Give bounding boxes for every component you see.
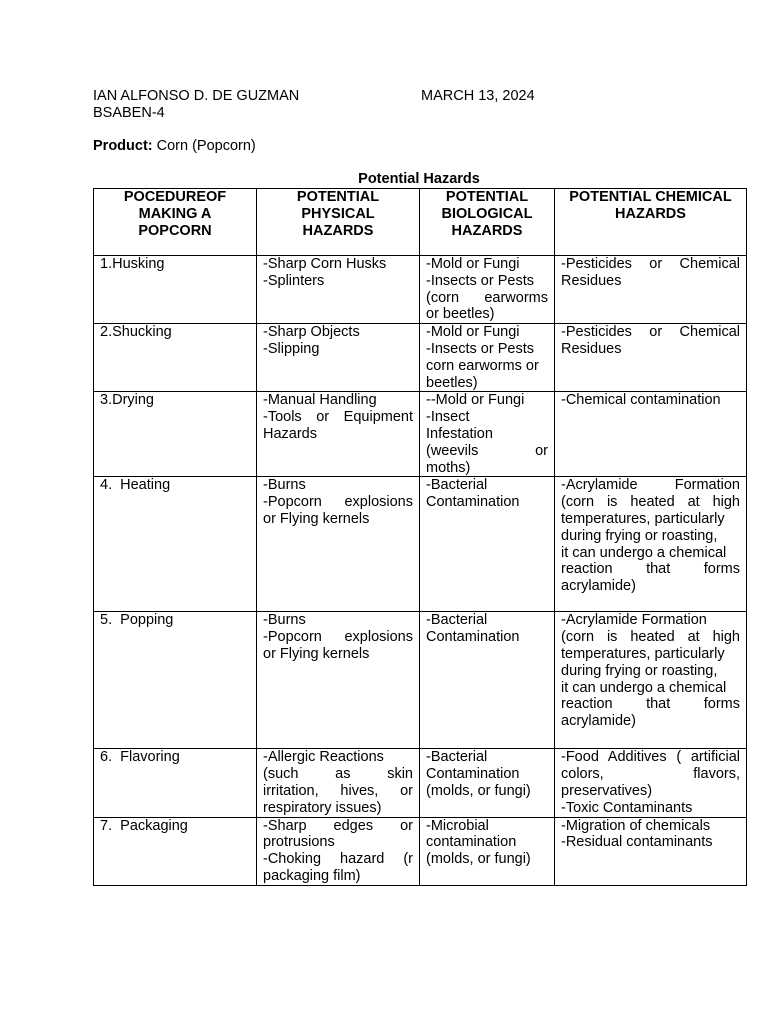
chemical-hazards-cell (555, 817, 747, 885)
chemical-hazards-cell (555, 612, 747, 749)
physical-hazard-line: or Flying kernels (263, 645, 370, 662)
physical-hazards-cell (257, 392, 420, 477)
physical-hazard-line: -Sharp Corn Husks (263, 256, 387, 272)
physical-hazard-line: -Manual Handling (263, 392, 377, 409)
biological-hazard-line: --Mold or Fungi (426, 392, 525, 409)
physical-hazard-line: -Popcorn explosions (263, 629, 413, 646)
biological-hazard-line: moths) (426, 459, 471, 476)
chemical-hazard-line: acrylamide) (561, 713, 636, 730)
biological-hazard-line: (weevils or (426, 442, 548, 459)
biological-hazard-line: (corn earworms (426, 289, 548, 306)
biological-hazard-line: beetles) (426, 374, 478, 391)
chemical-hazard-line: (corn is heated at high (561, 494, 740, 511)
column-header-procedure: POCEDUREOF MAKING A POPCORN (94, 189, 257, 256)
physical-hazard-line: -Tools or Equipment (263, 409, 413, 426)
physical-hazard-line: -Splinters (263, 272, 325, 289)
biological-hazard-line: Contamination (426, 494, 520, 511)
chemical-hazards-cell (555, 477, 747, 612)
chemical-hazard-line: preservatives) (561, 782, 653, 799)
chemical-hazard-line: -Food Additives ( artificial (561, 749, 740, 766)
chemical-hazard-line: colors, flavors, (561, 766, 740, 783)
biological-hazard-line: -Mold or Fungi (426, 324, 520, 341)
column-header-physical: POTENTIAL PHYSICAL HAZARDS (257, 189, 420, 256)
physical-hazard-line: protrusions (263, 834, 335, 851)
biological-hazard-line: or beetles) (426, 306, 495, 323)
physical-hazards-cell (257, 324, 420, 392)
chemical-hazard-line: Residues (561, 340, 622, 357)
procedure-cell: 2.Shucking (94, 324, 257, 392)
physical-hazards-cell (257, 256, 420, 324)
chemical-hazard-line: -Acrylamide Formation (561, 612, 707, 629)
biological-hazard-line: -Mold or Fungi (426, 256, 520, 272)
biological-hazard-line: -Bacterial (426, 749, 488, 766)
procedure-cell: 1.Husking (94, 256, 257, 324)
biological-hazard-line: -Microbial (426, 817, 489, 834)
biological-hazards-cell (420, 477, 555, 612)
physical-hazard-line: -Burns (263, 612, 306, 629)
biological-hazards-cell (420, 612, 555, 749)
physical-hazard-line: respiratory issues) (263, 799, 382, 816)
physical-hazard-line: -Popcorn explosions (263, 494, 413, 511)
biological-hazard-line: -Insects or Pests (426, 272, 534, 289)
biological-hazards-cell (420, 392, 555, 477)
course-code: BSABEN-4 (93, 105, 165, 121)
chemical-hazard-line: reaction that forms (561, 696, 740, 713)
product-label: Product: (93, 138, 153, 154)
table-row (94, 477, 747, 612)
physical-hazard-line: (such as skin (263, 766, 413, 783)
chemical-hazard-line: -Residual contaminants (561, 834, 713, 851)
biological-hazard-line: (molds, or fungi) (426, 851, 531, 868)
physical-hazard-line: -Allergic Reactions (263, 749, 384, 766)
biological-hazard-line: (molds, or fungi) (426, 782, 531, 799)
column-header-biological: POTENTIAL BIOLOGICAL HAZARDS (420, 189, 555, 256)
chemical-hazard-line: during frying or roasting, (561, 527, 718, 544)
physical-hazards-cell (257, 817, 420, 885)
physical-hazard-line: -Burns (263, 477, 306, 494)
chemical-hazards-cell (555, 256, 747, 324)
physical-hazard-line: Hazards (263, 425, 317, 442)
table-row (94, 256, 747, 324)
chemical-hazard-line: temperatures, particularly (561, 645, 725, 662)
chemical-hazard-line: during frying or roasting, (561, 662, 718, 679)
table-body (94, 256, 747, 886)
physical-hazard-line: -Choking hazard (r (263, 851, 413, 868)
chemical-hazard-line: temperatures, particularly (561, 510, 725, 527)
physical-hazard-line: -Sharp Objects (263, 324, 360, 341)
biological-hazards-cell (420, 256, 555, 324)
biological-hazards-cell (420, 749, 555, 817)
biological-hazards-cell (420, 324, 555, 392)
biological-hazard-line: -Bacterial (426, 612, 488, 629)
chemical-hazard-line: Residues (561, 272, 622, 289)
chemical-hazard-line: it can undergo a chemical (561, 544, 727, 561)
chemical-hazard-line: reaction that forms (561, 561, 740, 578)
biological-hazard-line: -Bacterial (426, 477, 488, 494)
biological-hazard-line: corn earworms or (426, 357, 539, 374)
procedure-cell: 3.Drying (94, 392, 257, 477)
table-row (94, 392, 747, 477)
hazards-table (93, 188, 747, 886)
document-date: MARCH 13, 2024 (421, 88, 535, 104)
physical-hazard-line: or Flying kernels (263, 510, 370, 527)
column-header-chemical: POTENTIAL CHEMICAL HAZARDS (555, 189, 747, 256)
chemical-hazards-cell (555, 324, 747, 392)
chemical-hazard-line: -Pesticides or Chemical (561, 324, 740, 341)
chemical-hazard-line: -Acrylamide Formation (561, 477, 740, 494)
table-row (94, 817, 747, 885)
chemical-hazard-line: it can undergo a chemical (561, 679, 727, 696)
chemical-hazard-line: -Migration of chemicals (561, 817, 711, 834)
procedure-cell: 4. Heating (94, 477, 257, 612)
physical-hazard-line: -Slipping (263, 340, 320, 357)
table-header-row (94, 189, 747, 256)
physical-hazard-line: -Sharp edges or (263, 817, 413, 834)
procedure-cell: 7. Packaging (94, 817, 257, 885)
biological-hazard-line: Infestation (426, 425, 493, 442)
biological-hazard-line: contamination (426, 834, 517, 851)
chemical-hazard-line: -Toxic Contaminants (561, 799, 693, 816)
chemical-hazards-cell (555, 392, 747, 477)
physical-hazards-cell (257, 749, 420, 817)
procedure-cell: 6. Flavoring (94, 749, 257, 817)
chemical-hazards-cell (555, 749, 747, 817)
table-title: Potential Hazards (358, 171, 480, 187)
table-row (94, 324, 747, 392)
product-value: Corn (Popcorn) (156, 138, 256, 154)
table-row (94, 749, 747, 817)
procedure-cell: 5. Popping (94, 612, 257, 749)
physical-hazards-cell (257, 612, 420, 749)
author-name: IAN ALFONSO D. DE GUZMAN (93, 88, 300, 104)
chemical-hazard-line: -Chemical contamination (561, 392, 721, 409)
biological-hazard-line: -Insects or Pests (426, 340, 534, 357)
chemical-hazard-line: (corn is heated at high (561, 629, 740, 646)
chemical-hazard-line: acrylamide) (561, 578, 636, 595)
biological-hazard-line: Contamination (426, 766, 520, 783)
physical-hazards-cell (257, 477, 420, 612)
physical-hazard-line: irritation, hives, or (263, 782, 413, 799)
biological-hazards-cell (420, 817, 555, 885)
chemical-hazard-line: -Pesticides or Chemical (561, 256, 740, 272)
biological-hazard-line: -Insect (426, 409, 470, 426)
table-row (94, 612, 747, 749)
physical-hazard-line: packaging film) (263, 867, 361, 884)
product-line (93, 138, 256, 155)
biological-hazard-line: Contamination (426, 629, 520, 646)
